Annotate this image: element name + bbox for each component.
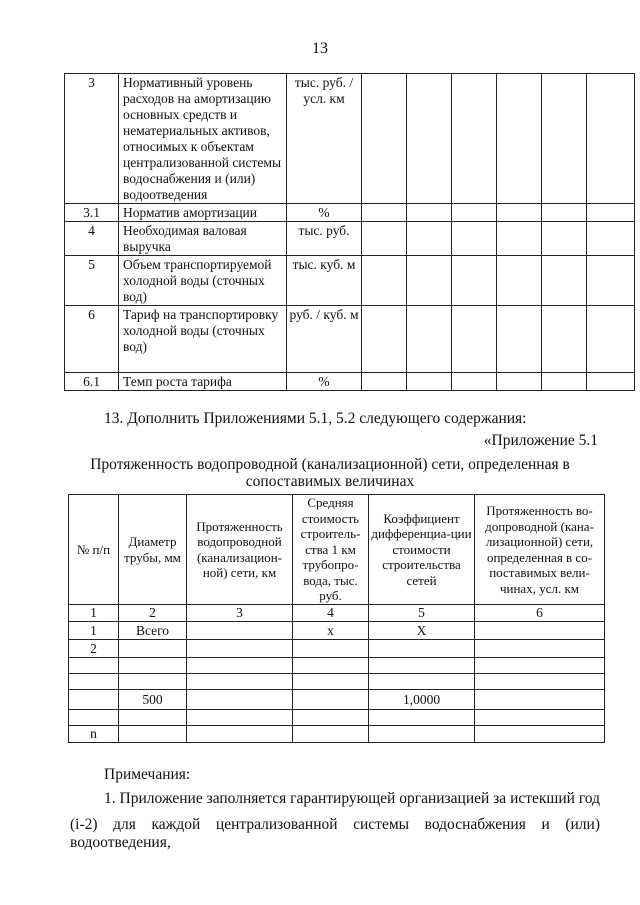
row-number: 3.1 <box>65 204 119 222</box>
row-name: Тариф на транспортировку холодной воды (сточных вод) <box>119 306 287 373</box>
column-number: 2 <box>119 605 187 622</box>
empty-cell <box>542 222 587 256</box>
empty-cell <box>497 204 542 222</box>
cell <box>69 658 119 674</box>
empty-cell <box>452 306 497 373</box>
pipeline-length-table <box>68 494 605 743</box>
cell <box>119 710 187 726</box>
table-row <box>65 373 635 391</box>
cell <box>475 674 605 690</box>
cell <box>187 690 293 710</box>
table-row <box>69 640 605 658</box>
row-name: Необходимая валовая выручка <box>119 222 287 256</box>
empty-cell <box>452 373 497 391</box>
cell: x <box>293 622 369 640</box>
header-cell: Средняя стоимость строитель-ства 1 км трубопро-вода, тыс. руб. <box>293 495 369 605</box>
cell: 1,0000 <box>369 690 475 710</box>
header-row <box>69 495 605 605</box>
table-row <box>69 710 605 726</box>
table-row <box>69 726 605 743</box>
empty-cell <box>497 256 542 306</box>
table-row <box>65 204 635 222</box>
cell <box>119 726 187 743</box>
empty-cell <box>362 204 407 222</box>
empty-cell <box>362 256 407 306</box>
note-1-line-1: 1. Приложение заполняется гарантирующей организацией за истекший год <box>104 790 600 807</box>
page-number: 13 <box>312 40 328 57</box>
cell <box>475 710 605 726</box>
empty-cell <box>452 204 497 222</box>
cell <box>293 674 369 690</box>
row-number: 6 <box>65 306 119 373</box>
empty-cell <box>362 74 407 204</box>
paragraph-13: 13. Дополнить Приложениями 5.1, 5.2 следующего содержания: <box>104 410 527 427</box>
cell <box>293 726 369 743</box>
cell <box>293 640 369 658</box>
empty-cell <box>542 373 587 391</box>
cell <box>475 726 605 743</box>
empty-cell <box>407 373 452 391</box>
empty-cell <box>362 222 407 256</box>
column-number: 1 <box>69 605 119 622</box>
table-row <box>65 74 635 204</box>
empty-cell <box>497 74 542 204</box>
table2-title: Протяженность водопроводной (канализационной) сети, определенная в сопоставимых величинах <box>90 456 570 490</box>
empty-cell <box>497 373 542 391</box>
empty-cell <box>362 373 407 391</box>
cell <box>187 726 293 743</box>
cell <box>369 640 475 658</box>
table-row <box>65 222 635 256</box>
empty-cell <box>452 74 497 204</box>
table-row <box>65 306 635 373</box>
column-number: 3 <box>187 605 293 622</box>
cell: Всего <box>119 622 187 640</box>
table-row <box>69 690 605 710</box>
empty-cell <box>587 74 635 204</box>
row-number: 6.1 <box>65 373 119 391</box>
table-row <box>69 622 605 640</box>
row-unit: руб. / куб. м <box>287 306 362 373</box>
cell <box>119 674 187 690</box>
cell <box>293 710 369 726</box>
cell: X <box>369 622 475 640</box>
row-number: 3 <box>65 74 119 204</box>
empty-cell <box>452 256 497 306</box>
cell <box>187 622 293 640</box>
header-cell: № п/п <box>69 495 119 605</box>
row-unit: тыс. руб. <box>287 222 362 256</box>
cell: 2 <box>69 640 119 658</box>
cell <box>369 658 475 674</box>
empty-cell <box>452 222 497 256</box>
cell <box>293 658 369 674</box>
row-unit: тыс. куб. м <box>287 256 362 306</box>
empty-cell <box>407 256 452 306</box>
empty-cell <box>587 204 635 222</box>
cell <box>119 640 187 658</box>
row-number: 5 <box>65 256 119 306</box>
cell <box>293 690 369 710</box>
column-number-row <box>69 605 605 622</box>
cell <box>475 658 605 674</box>
empty-cell <box>497 306 542 373</box>
empty-cell <box>542 256 587 306</box>
table-row <box>65 256 635 306</box>
row-number: 4 <box>65 222 119 256</box>
row-name: Норматив амортизации <box>119 204 287 222</box>
cell <box>369 726 475 743</box>
empty-cell <box>587 373 635 391</box>
empty-cell <box>542 74 587 204</box>
cell <box>69 690 119 710</box>
cell <box>187 710 293 726</box>
cell: 1 <box>69 622 119 640</box>
row-name: Объем транспортируемой холодной воды (сточных вод) <box>119 256 287 306</box>
row-unit: тыс. руб. / усл. км <box>287 74 362 204</box>
header-cell: Протяженность во-допроводной (кана-лизационной) сети, определенная в со-поставимых вели-чинах, усл. км <box>475 495 605 605</box>
cell <box>187 640 293 658</box>
indicators-table <box>64 73 635 391</box>
row-name: Нормативный уровень расходов на амортизацию основных средств и нематериальных активов, относимых к объектам централизованной системы водоснабжения и (или) водоотведения <box>119 74 287 204</box>
header-cell: Протяженность водопроводной (канализацион-ной) сети, км <box>187 495 293 605</box>
empty-cell <box>587 256 635 306</box>
row-name: Темп роста тарифа <box>119 373 287 391</box>
note-1-line-2: (i-2) для каждой централизованной системы водоснабжения и (или) водоотведения, <box>70 816 600 851</box>
cell <box>369 710 475 726</box>
cell <box>475 622 605 640</box>
empty-cell <box>587 306 635 373</box>
row-unit: % <box>287 373 362 391</box>
header-cell: Коэффициент дифференциа-ции стоимости строительства сетей <box>369 495 475 605</box>
notes-heading: Примечания: <box>104 766 191 783</box>
table-row <box>69 674 605 690</box>
column-number: 5 <box>369 605 475 622</box>
cell <box>69 674 119 690</box>
appendix-label: «Приложение 5.1 <box>483 432 598 449</box>
empty-cell <box>542 204 587 222</box>
cell: 500 <box>119 690 187 710</box>
empty-cell <box>407 222 452 256</box>
empty-cell <box>497 222 542 256</box>
column-number: 6 <box>475 605 605 622</box>
empty-cell <box>542 306 587 373</box>
header-cell: Диаметр трубы, мм <box>119 495 187 605</box>
cell: n <box>69 726 119 743</box>
cell <box>475 640 605 658</box>
cell <box>187 674 293 690</box>
cell <box>187 658 293 674</box>
empty-cell <box>407 74 452 204</box>
cell <box>369 674 475 690</box>
cell <box>119 658 187 674</box>
empty-cell <box>362 306 407 373</box>
empty-cell <box>407 204 452 222</box>
row-unit: % <box>287 204 362 222</box>
empty-cell <box>587 222 635 256</box>
empty-cell <box>407 306 452 373</box>
table-row <box>69 658 605 674</box>
column-number: 4 <box>293 605 369 622</box>
cell <box>475 690 605 710</box>
cell <box>69 710 119 726</box>
